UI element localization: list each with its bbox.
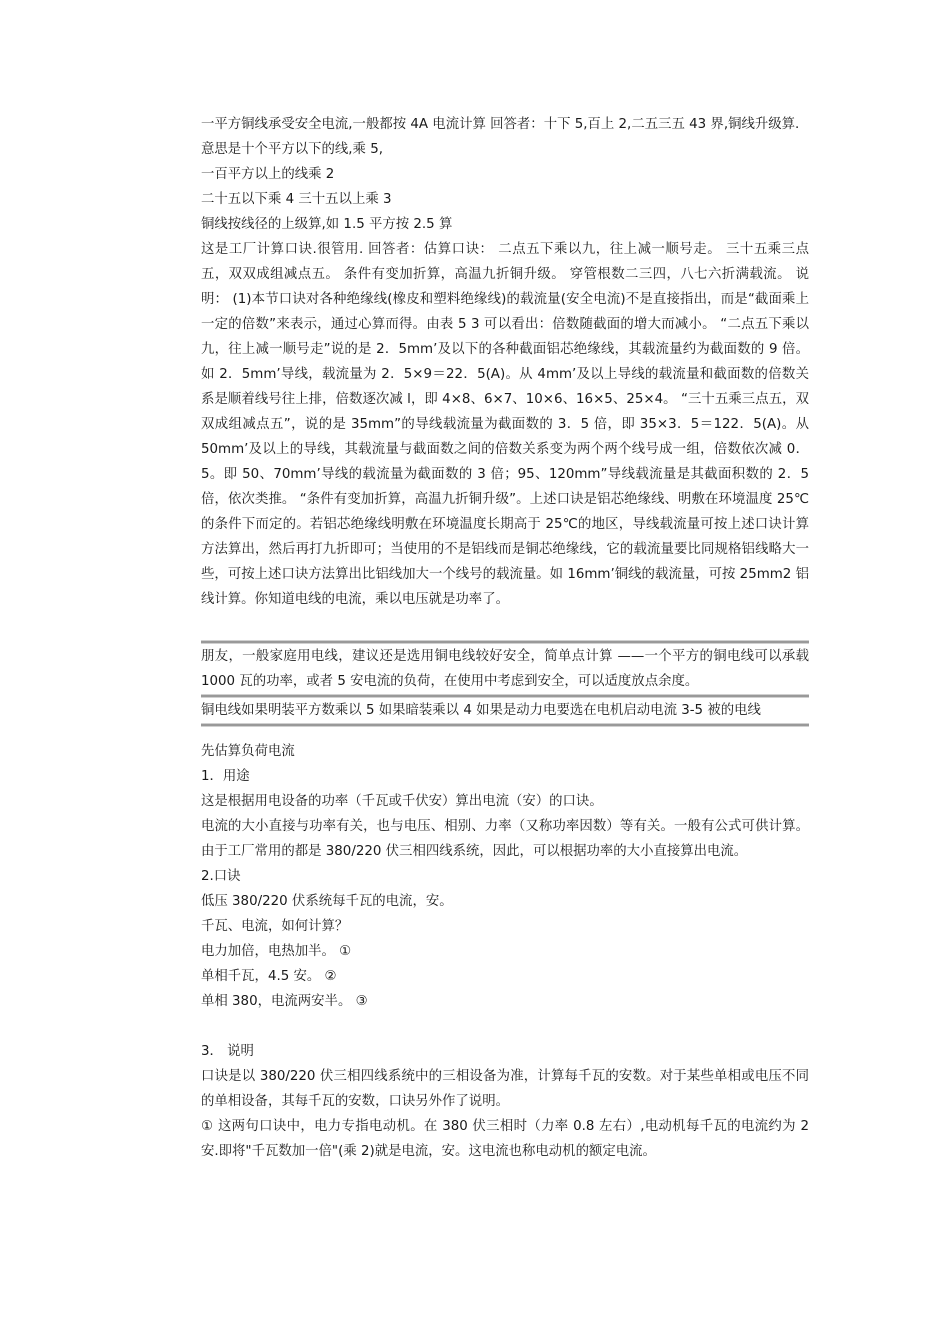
section-heading: 先估算负荷电流 <box>201 744 295 759</box>
paragraph: 一百平方以上的线乘 2 <box>201 167 335 182</box>
spacer <box>201 1014 809 1039</box>
mnemonic-line: 单相千瓦，4.5 安。 ② <box>201 969 337 984</box>
paragraph: 千瓦、电流，如何计算？ <box>201 919 349 934</box>
document-body <box>201 112 809 1164</box>
paragraph: 意思是十个平方以下的线,乘 5, <box>201 142 383 157</box>
paragraph: 这是根据用电设备的功率（千瓦或千伏安）算出电流（安）的口诀。 <box>201 794 603 809</box>
section-home-wiring <box>201 644 809 694</box>
paragraph: 低压 380/220 伏系统每千瓦的电流，安。 <box>201 894 453 909</box>
paragraph: 口诀是以 380/220 伏三相四线系统中的三相设备为准，计算每千瓦的安数。对于某些单相或电压不同的单相设备，其每千瓦的安数，口诀另外作了说明。 <box>201 1069 809 1109</box>
paragraph: 二十五以下乘 4 三十五以上乘 3 <box>201 192 392 207</box>
subheading: 2.口诀 <box>201 869 241 884</box>
mnemonic-line: 单相 380，电流两安半。 ③ <box>201 994 368 1009</box>
paragraph: 铜电线如果明装平方数乘以 5 如果暗装乘以 4 如果是动力电要选在电机启动电流 3-5 被的电线 <box>201 703 761 718</box>
mnemonic-line: 电力加倍，电热加半。 ① <box>201 944 352 959</box>
subheading: 1．用途 <box>201 769 250 784</box>
subheading: 3． 说明 <box>201 1044 254 1059</box>
section-explanation <box>201 1039 809 1164</box>
paragraph: 一平方铜线承受安全电流,一般都按 4A 电流计算 回答者：十下 5,百上 2,二五三五 43 界,铜线升级算. <box>201 117 800 132</box>
paragraph: 电流的大小直接与功率有关，也与电压、相别、力率（又称功率因数）等有关。一般有公式可供计算。由于工厂常用的都是 380/220 伏三相四线系统，因此，可以根据功率的大小直接算出电流。 <box>201 819 809 859</box>
paragraph: 这是工厂计算口诀.很管用. 回答者：估算口诀： 二点五下乘以九，往上减一顺号走。 三十五乘三点五，双双成组减点五。 条件有变加折算，高温九折铜升级。 穿管根数二三四，八七六折满载流。 说明： (1)本节口诀对各种绝缘线(橡皮和塑料绝缘线)的载流量(安全电流)不是直接指出，而是“截面乘上一定的倍数”来表示，通过心算而得。由表 5 3 可以看出：倍数随截面的增大而减小。 “二点五下乘以九，往上减一顺号走”说的是 2．5mm’及以下的各种截面铝芯绝缘线，其载流量约为截面数的 9 倍。如 2．5mm’导线，载流量为 2．5×9＝22．5(A)。从 4mm’及以上导线的载流量和截面数的倍数关系是顺着线号往上排，倍数逐次减 l，即 4×8、6×7、10×6、16×5、25×4。 “三十五乘三点五，双双成组减点五”，说的是 35mm”的导线载流量为截面数的 3．5 倍，即 35×3．5＝122．5(A)。从 50mm’及以上的导线，其载流量与截面数之间的倍数关系变为两个两个线号成一组，倍数依次减 0．5。即 50、70mm’导线的载流量为截面数的 3 倍；95、120mm”导线载流量是其截面积数的 2．5 倍，依次类推。 “条件有变加折算，高温九折铜升级”。上述口诀是铝芯绝缘线、明敷在环境温度 25℃的条件下而定的。若铝芯绝缘线明敷在环境温度长期高于 25℃的地区，导线载流量可按上述口诀计算方法算出，然后再打九折即可；当使用的不是铝线而是铜芯绝缘线，它的载流量要比同规格铝线略大一些，可按上述口诀方法算出比铝线加大一个线号的载流量。如 16mm’铜线的载流量，可按 25mm2 铝线计算。你知道电线的电流，乘以电压就是功率了。 <box>201 242 809 607</box>
section-copper-wire <box>201 698 809 723</box>
section-load-current <box>201 739 809 1014</box>
paragraph: 朋友，一般家庭用电线，建议还是选用铜电线较好安全，简单点计算 ——一个平方的铜电线可以承载 1000 瓦的功率，或者 5 安电流的负荷，在使用中考虑到安全，可以适度放点余度。 <box>201 649 809 689</box>
paragraph: 铜线按线径的上级算,如 1.5 平方按 2.5 算 <box>201 217 453 232</box>
divider <box>201 723 809 727</box>
paragraph: ① 这两句口诀中，电力专指电动机。在 380 伏三相时（力率 0.8 左右）,电动机每千瓦的电流约为 2 安.即将"千瓦数加一倍"(乘 2)就是电流，安。这电流也称电动机的额定电流。 <box>201 1119 809 1159</box>
section-ampacity-rules <box>201 112 809 640</box>
